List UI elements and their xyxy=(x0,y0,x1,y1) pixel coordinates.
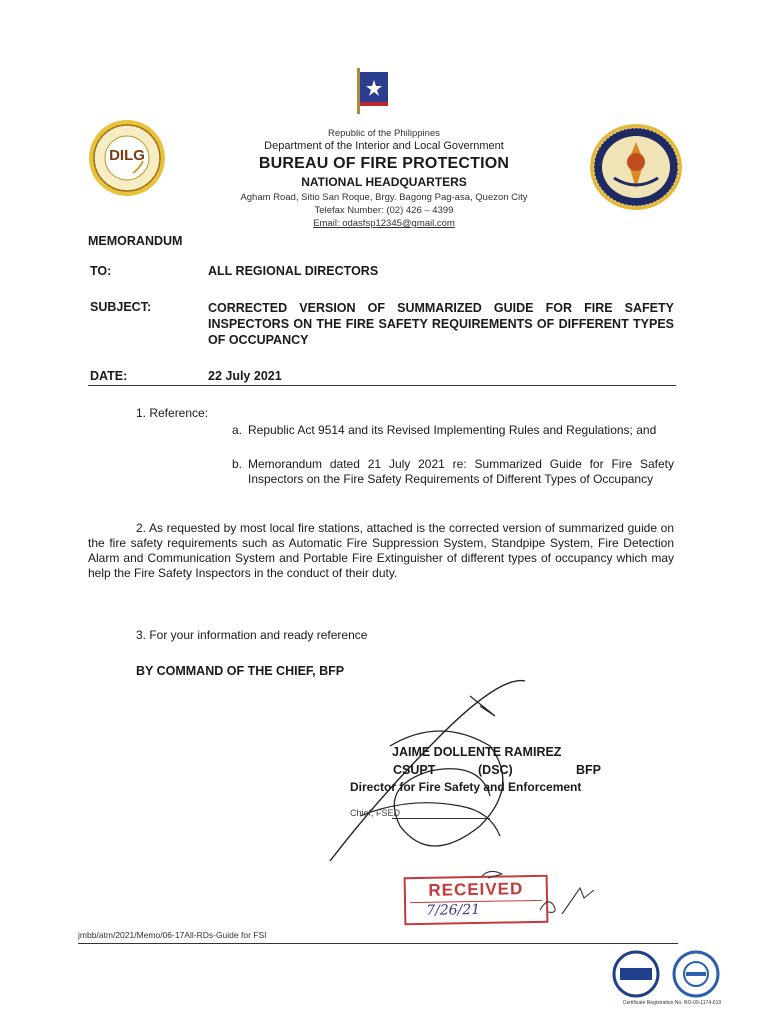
dilg-seal-text: DILG xyxy=(109,147,145,164)
ref-a-text: Republic Act 9514 and its Revised Implementing Rules and Regulations; and xyxy=(248,423,657,437)
file-reference: jmbb/atm/2021/Memo/06-17All-RDs-Guide for FSI xyxy=(78,930,267,940)
header-address: Agham Road, Sitio San Roque, Brgy. Bagong Pag-asa, Quezon City xyxy=(240,192,528,203)
header-hq: NATIONAL HEADQUARTERS xyxy=(301,175,467,189)
footer-divider xyxy=(78,943,678,944)
signatory-title: Director for Fire Safety and Enforcement xyxy=(350,780,582,794)
subject-value: CORRECTED VERSION OF SUMMARIZED GUIDE FOR FIRE SAFETY INSPECTORS ON THE FIRE SAFETY REQUIREMENTS OF DIFFERENT TYPES OF OCCUPANCY xyxy=(208,301,674,347)
iso-certification-badge xyxy=(608,950,664,998)
header-department: Department of the Interior and Local Government xyxy=(264,140,504,152)
stamp-initials xyxy=(470,862,600,926)
signatory-rank: CSUPT xyxy=(393,763,436,777)
by-command: BY COMMAND OF THE CHIEF, BFP xyxy=(136,664,345,678)
to-value: ALL REGIONAL DIRECTORS xyxy=(208,264,379,278)
header-telefax: Telefax Number: (02) 426 – 4399 xyxy=(314,205,454,216)
ref-b-label: b. xyxy=(232,457,243,471)
paragraph-2: 2. As requested by most local fire stations, attached is the corrected version of summarized guide on the fire safety requirements such as Automatic Fire Suppression System, Standpipe System, Fire Detection Alarm and Communication System and Portable Fire Extinguisher of different types of occupancy which may help the Fire Safety Inspectors in the conduct of their duty. xyxy=(88,521,674,580)
memo-type: MEMORANDUM xyxy=(88,234,183,248)
header-republic: Republic of the Philippines xyxy=(328,128,440,139)
chief-fsed-label: Chief, FSED xyxy=(350,808,401,818)
ref-b-text: Memorandum dated 21 July 2021 re: Summarized Guide for Fire Safety Inspectors on the Fire Safety Requirements of Different Types of Occupancy xyxy=(248,457,674,486)
received-stamp-text: RECEIVED xyxy=(428,879,524,900)
paragraph-3: 3. For your information and ready reference xyxy=(136,628,368,642)
to-label: TO: xyxy=(90,264,112,278)
header-divider xyxy=(88,385,676,386)
signatory-name: JAIME DOLLENTE RAMIREZ xyxy=(392,745,562,759)
signatory-org: BFP xyxy=(576,763,601,777)
subject-label: SUBJECT: xyxy=(90,300,152,314)
header-email: Email: odasfsp12345@gmail.com xyxy=(313,218,455,229)
flag-emblem xyxy=(352,66,392,116)
header-bureau: BUREAU OF FIRE PROTECTION xyxy=(258,155,510,172)
chief-fsed-line xyxy=(392,818,490,819)
certification-mark-badge xyxy=(668,950,724,998)
ref-a-label: a. xyxy=(232,423,243,437)
reference-heading: 1. Reference: xyxy=(136,406,209,420)
date-value: 22 July 2021 xyxy=(208,369,282,383)
certificate-caption: Certificate Registration No. RO-00-1174-019 xyxy=(622,1000,722,1006)
received-date: 7/26/21 xyxy=(426,901,481,919)
date-label: DATE: xyxy=(90,369,128,383)
signatory-unit: (DSC) xyxy=(478,763,513,777)
